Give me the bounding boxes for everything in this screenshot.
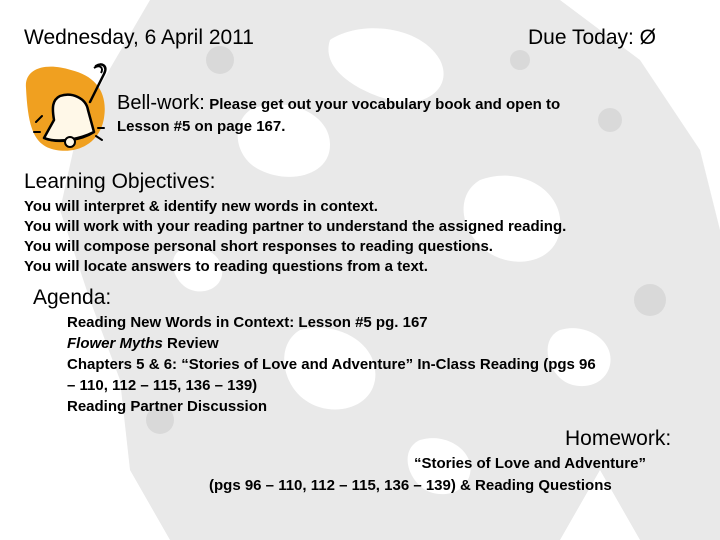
bellwork-section [117, 92, 560, 115]
agenda-item-title: Flower Myths [67, 335, 163, 352]
agenda-title: Agenda: [33, 286, 112, 309]
agenda-item: Chapters 5 & 6: “Stories of Love and Adventure” In-Class Reading (pgs 96 [67, 356, 596, 373]
agenda-item-continued: – 110, 112 – 115, 136 – 139) [67, 377, 258, 394]
bellwork-text-line2: Lesson #5 on page 167. [117, 118, 286, 135]
objective-item: You will locate answers to reading questions from a text. [24, 258, 428, 275]
objective-item: You will compose personal short responses to reading questions. [24, 238, 493, 255]
objective-item: You will interpret & identify new words in context. [24, 198, 378, 215]
objectives-list [24, 197, 566, 277]
objective-item: You will work with your reading partner to understand the assigned reading. [24, 218, 567, 235]
homework-line1: “Stories of Love and Adventure” [414, 455, 646, 472]
bellwork-text-line1: Please get out your vocabulary book and open to [209, 96, 561, 113]
bellwork-title: Bell-work: [117, 92, 205, 114]
objectives-title: Learning Objectives: [24, 170, 216, 193]
agenda-item [67, 333, 707, 354]
homework-title: Homework: [565, 427, 672, 450]
agenda-item: Reading New Words in Context: Lesson #5 pg. 167 [67, 314, 428, 331]
agenda-item: Reading Partner Discussion [67, 398, 268, 415]
agenda-item-rest: Review [162, 335, 219, 352]
date-heading: Wednesday, 6 April 2011 [24, 26, 254, 49]
due-today-heading: Due Today: Ø [528, 26, 657, 49]
bell-icon [16, 58, 110, 158]
homework-line2: (pgs 96 – 110, 112 – 115, 136 – 139) & Reading Questions [209, 477, 612, 494]
agenda-list [67, 312, 707, 417]
